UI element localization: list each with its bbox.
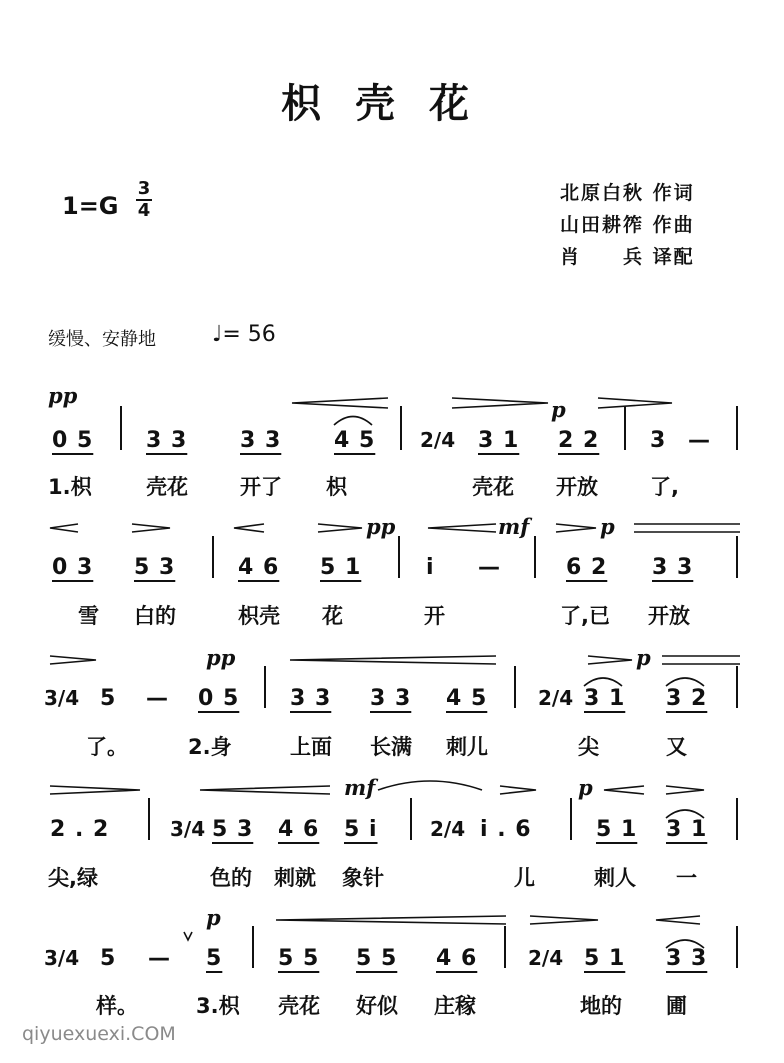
lyric: 开 [424,604,445,628]
note-group: i . 6 [480,817,532,842]
lyric: 刺就 [274,866,316,890]
lyric: 了,已 [560,604,610,628]
lyric: 3.枳 [196,994,240,1018]
note-group: 5 1 [596,817,638,842]
time-signature [136,180,152,220]
note-group: — [146,686,169,711]
dynamic-mark: p [206,905,221,930]
lyric: 地的 [580,994,622,1018]
lyric: 开放 [556,475,598,499]
note-group: 2 . 2 [50,817,110,842]
lyric: 尖 [578,735,599,759]
dynamic-mark: pp [206,645,236,670]
dynamic-mark: pp [48,383,78,408]
note-group: 3 3 [666,946,708,971]
lyric: 了, [650,475,679,499]
note-group: — [688,428,711,453]
lyric: 1.枳 [48,475,92,499]
time-signature-numerator: 3 [137,178,151,199]
time-change: 2/4 [420,428,456,452]
lyric: 枳 [326,475,347,499]
lyric: 刺人 [594,866,636,890]
note-group: 0 5 [52,428,94,453]
note-group: 3 1 [584,686,626,711]
note-group: 4 6 [238,555,280,580]
lyric: 雪 [78,604,99,628]
lyric: 壳花 [278,994,320,1018]
time-change: 3/4 [44,946,80,970]
lyric: 白的 [134,604,176,628]
tempo-bpm: ♩= 56 [212,322,276,347]
note-group: 4 5 [446,686,488,711]
lyric: 刺儿 [446,735,488,759]
credit-composer: 山田耕筰 作曲 [560,214,695,236]
watermark: qiyuexuexi.COM [22,1023,176,1045]
note-group: 5 3 [212,817,254,842]
lyric: 开放 [648,604,690,628]
note-group: 5 [206,946,223,971]
note-group: 4 5 [334,428,376,453]
dynamic-mark: p [600,514,615,539]
note-group: 5 [100,946,117,971]
note-group: i [426,555,435,580]
lyric: 枳壳 [238,604,280,628]
lyric: 样。 [96,994,138,1018]
lyric: 长满 [370,735,412,759]
note-group: 3 3 [146,428,188,453]
lyric: 又 [666,735,687,759]
note-group: 5 i [344,817,378,842]
lyric: 好似 [356,994,398,1018]
page-title: 枳壳花 [281,81,503,127]
note-group: 3 1 [666,817,708,842]
lyric: 儿 [514,866,535,890]
time-change: 3/4 [170,817,206,841]
key-signature: 1=G [62,192,119,220]
note-group: 0 5 [198,686,240,711]
dynamic-mark: mf [498,514,530,539]
note-group: 3 2 [666,686,708,711]
dynamic-mark: pp [366,514,396,539]
lyric: 色的 [210,866,252,890]
note-group: 0 3 [52,555,94,580]
time-signature-denominator: 4 [137,200,151,221]
lyric: 壳花 [146,475,188,499]
note-group: 5 [100,686,117,711]
note-group: 6 2 [566,555,608,580]
note-group: 2 2 [558,428,600,453]
note-group: 5 5 [278,946,320,971]
credit-translator: 肖 兵 译配 [560,246,695,268]
note-group: 3 3 [240,428,282,453]
note-group: 5 5 [356,946,398,971]
time-change: 2/4 [538,686,574,710]
lyric: 庄稼 [434,994,476,1018]
note-group: 4 6 [278,817,320,842]
dynamic-mark: p [551,397,566,422]
lyric: 壳花 [472,475,514,499]
lyric: 尖,绿 [48,866,98,890]
note-group: 3 3 [290,686,332,711]
note-group: — [148,946,171,971]
note-group: 3 1 [478,428,520,453]
lyric: 上面 [290,735,332,759]
tempo-marking: 缓慢、安静地 [48,329,156,350]
credit-lyricist: 北原白秋 作词 [560,182,695,204]
note-group: 4 6 [436,946,478,971]
lyric: 象针 [342,866,384,890]
note-group: 5 1 [584,946,626,971]
note-group: 3 3 [370,686,412,711]
lyric: 开了 [240,475,282,499]
time-change: 2/4 [430,817,466,841]
note-group: 5 3 [134,555,176,580]
lyric: 圃 [666,994,687,1018]
lyric: 2.身 [188,735,232,759]
dynamic-mark: mf [344,775,376,800]
lyric: 了。 [86,735,128,759]
note-group: 5 1 [320,555,362,580]
note-group: 3 [650,428,667,453]
time-change: 3/4 [44,686,80,710]
note-group: 3 3 [652,555,694,580]
lyric: 一 [676,866,697,890]
dynamic-mark: p [636,645,651,670]
lyric: 花 [322,604,343,628]
note-group: — [478,555,501,580]
time-change: 2/4 [528,946,564,970]
dynamic-mark: p [578,775,593,800]
